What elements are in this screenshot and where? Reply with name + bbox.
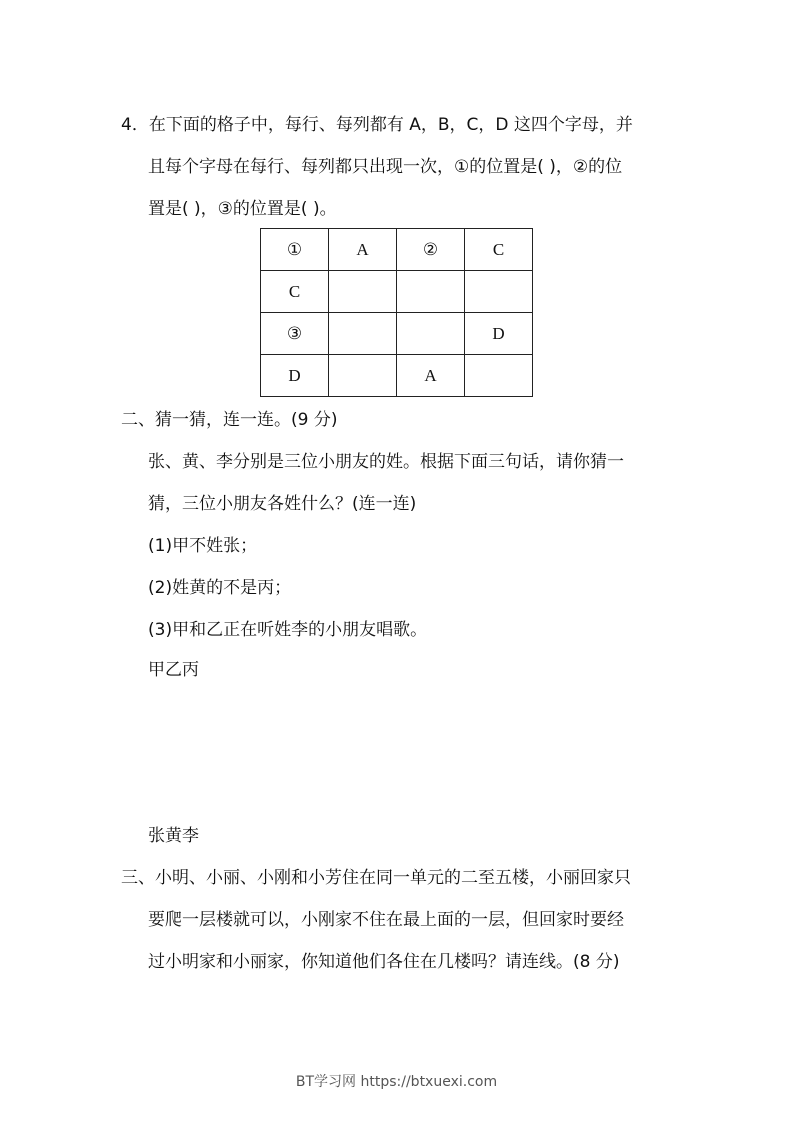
grid-cell — [329, 271, 397, 313]
grid-cell: C — [261, 271, 329, 313]
grid-cell: A — [397, 355, 465, 397]
grid-cell — [465, 355, 533, 397]
grid-cell — [329, 355, 397, 397]
grid-row — [261, 271, 533, 313]
section-2-heading: 二、猜一猜，连一连。(9 分) — [121, 410, 338, 430]
clue-3: (3)甲和乙正在听姓李的小朋友唱歌。 — [148, 620, 428, 640]
grid-row — [261, 313, 533, 355]
grid-row — [261, 229, 533, 271]
section-2-intro-2: 猜，三位小朋友各姓什么？(连一连) — [148, 494, 417, 514]
grid-cell: D — [261, 355, 329, 397]
grid-cell: ③ — [261, 313, 329, 355]
grid-cell: ① — [261, 229, 329, 271]
section-3-line-3: 过小明家和小丽家，你知道他们各住在几楼吗？请连线。(8 分) — [148, 952, 620, 972]
footer-watermark: BT学习网 https://btxuexi.com — [295, 1074, 498, 1090]
grid-cell: A — [329, 229, 397, 271]
grid-cell — [397, 313, 465, 355]
section-3-line-2: 要爬一层楼就可以，小刚家不住在最上面的一层，但回家时要经 — [148, 910, 624, 930]
grid-cell — [465, 271, 533, 313]
surnames: 张黄李 — [148, 826, 199, 846]
grid-cell: C — [465, 229, 533, 271]
q4-line-1: 4．在下面的格子中，每行、每列都有 A，B，C，D 这四个字母，并 — [121, 115, 633, 135]
grid-cell — [329, 313, 397, 355]
grid-cell: D — [465, 313, 533, 355]
q4-line-2: 且每个字母在每行、每列都只出现一次，①的位置是( )，②的位 — [148, 157, 623, 177]
q4-line-3: 置是( )，③的位置是( )。 — [148, 199, 337, 219]
clue-2: (2)姓黄的不是丙； — [148, 578, 292, 598]
clue-1: (1)甲不姓张； — [148, 536, 258, 556]
grid-cell: ② — [397, 229, 465, 271]
children-names: 甲乙丙 — [148, 660, 199, 680]
grid-row — [261, 355, 533, 397]
grid-cell — [397, 271, 465, 313]
section-3-line-1: 三、小明、小丽、小刚和小芳住在同一单元的二至五楼，小丽回家只 — [121, 868, 631, 888]
section-2-intro-1: 张、黄、李分别是三位小朋友的姓。根据下面三句话，请你猜一 — [148, 452, 624, 472]
letter-grid — [260, 228, 533, 397]
